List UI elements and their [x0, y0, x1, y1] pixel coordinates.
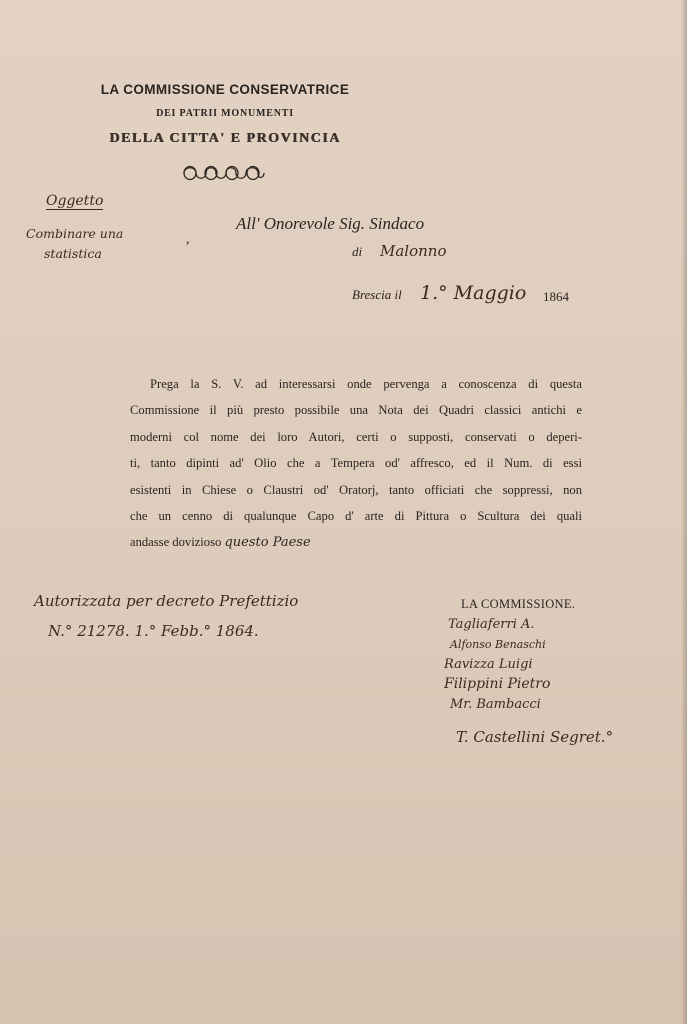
margin-note-line-2: statistica — [44, 246, 102, 261]
signature-6: T. Castellini Segret.° — [456, 728, 614, 746]
body-line-3: moderni col nome dei loro Autori, certi o supposti, conservati o deperi- — [130, 429, 582, 444]
signature-1: Tagliaferri A. — [448, 617, 535, 632]
body-line-5: esistenti in Chiese o Claustri od' Oratorj, tanto officiati che soppressi, non — [130, 482, 582, 497]
authorization-line-1: Autorizzata per decreto Prefettizio — [34, 592, 299, 610]
letter-body — [130, 371, 582, 557]
margin-mark: , — [186, 232, 190, 247]
date-year: 1864 — [543, 289, 569, 304]
signature-2: Alfonso Benaschi — [450, 638, 546, 651]
addressee-line-1: All' Onorevole Sig. Sindaco — [236, 214, 425, 233]
margin-note-heading: Oggetto — [46, 193, 104, 209]
authorization-line-2: N.° 21278. 1.° Febb.° 1864. — [48, 622, 259, 640]
body-line-2: Commissione il più presto possibile una Nota dei Quadri classici antichi e — [130, 403, 582, 418]
date-day-month: 1.° Maggio — [420, 282, 527, 304]
body-line-7-handwritten: questo Paese — [224, 535, 311, 551]
addressee-prefix: di — [352, 244, 363, 259]
signature-5: Mr. Bambacci — [450, 697, 541, 712]
ornament-icon — [180, 162, 266, 184]
letterhead-line-2: DEI PATRII MONUMENTI — [156, 108, 294, 119]
letterhead-line-1: LA COMMISSIONE CONSERVATRICE — [100, 82, 350, 97]
letterhead-line-3: DELLA CITTA' E PROVINCIA — [109, 131, 341, 146]
addressee-town: Malonno — [380, 242, 447, 260]
commission-title: LA COMMISSIONE. — [461, 597, 576, 611]
body-line-7-print: andasse dovizioso — [130, 535, 222, 550]
body-line-6: che un cenno di qualunque Capo d' arte di Pittura o Scultura dei quali — [130, 509, 582, 524]
body-line-1: Prega la S. V. ad interessarsi onde pervenga a conoscenza di questa — [150, 377, 582, 391]
signature-4: Filippini Pietro — [444, 676, 551, 692]
signature-3: Ravizza Luigi — [444, 657, 533, 672]
date-prefix: Brescia il — [352, 287, 402, 302]
margin-note-line-1: Combinare una — [26, 226, 124, 241]
body-line-7 — [130, 529, 582, 556]
body-line-4: ti, tanto dipinti ad' Olio che a Tempera od' affresco, ed il Num. di essi — [130, 456, 582, 471]
